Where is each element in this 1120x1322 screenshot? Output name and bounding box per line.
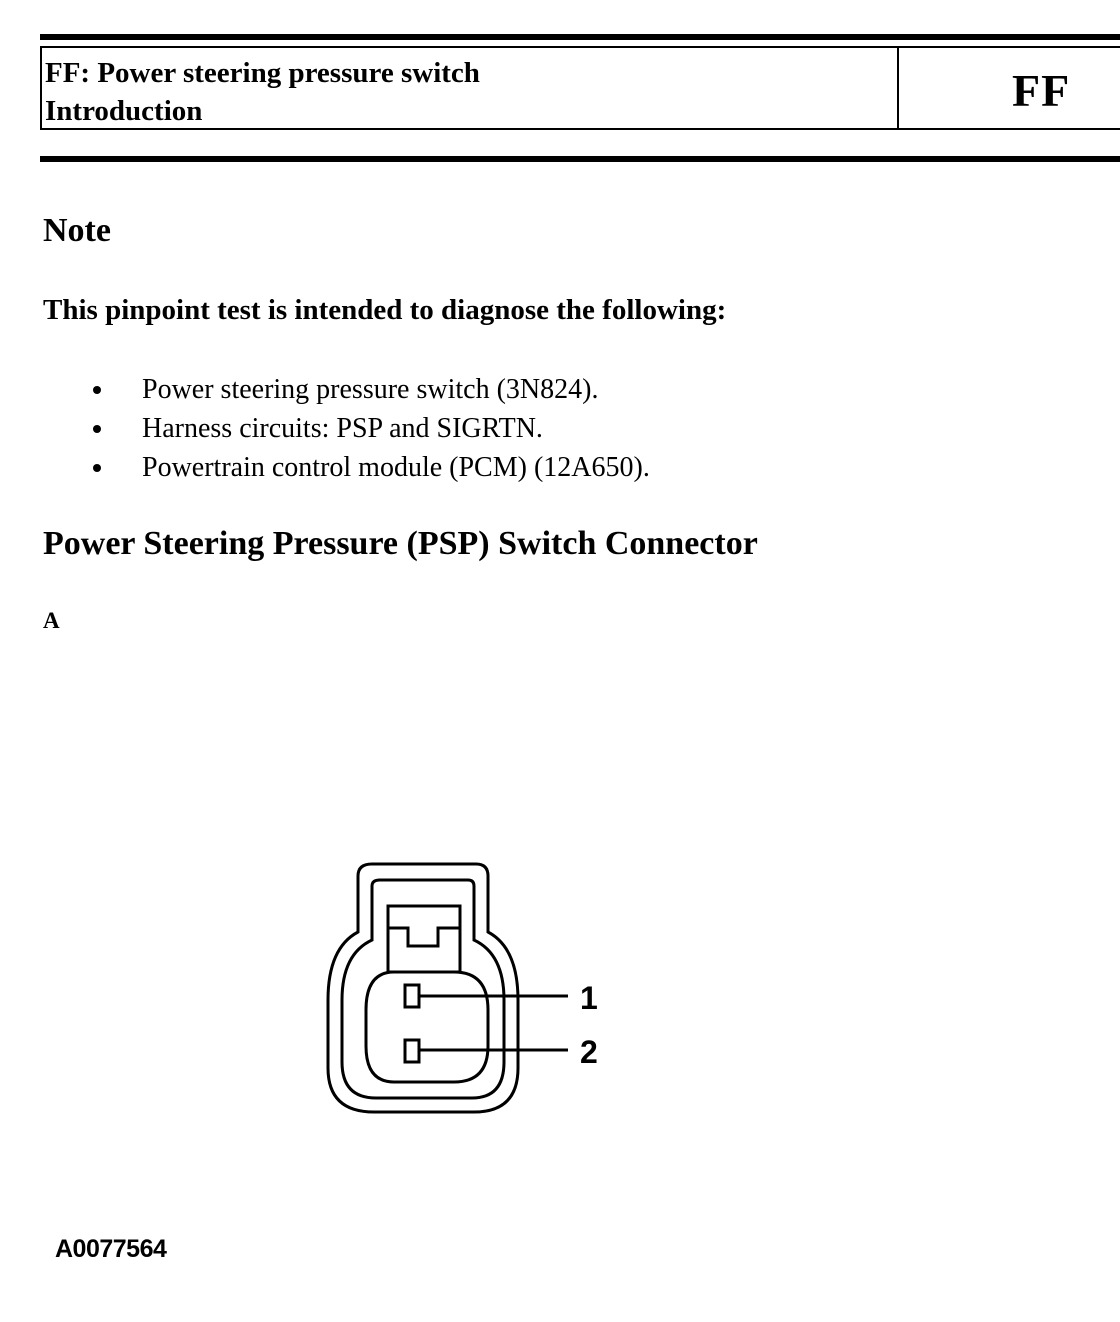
pin-1-terminal [405, 985, 419, 1007]
connector-outer-housing [328, 864, 518, 1112]
bullet-icon [93, 464, 101, 472]
list-item-text: Power steering pressure switch (3N824). [142, 374, 599, 405]
note-intro: This pinpoint test is intended to diagnose the following: [43, 294, 727, 326]
pin-2-terminal [405, 1040, 419, 1062]
list-item [90, 370, 650, 409]
list-item [90, 448, 650, 487]
figure-id: A0077564 [55, 1235, 167, 1263]
connector-latch-tab [388, 928, 460, 946]
connector-section-heading: Power Steering Pressure (PSP) Switch Connector [43, 525, 758, 562]
header-title-cell [42, 48, 899, 128]
header-top-rule [40, 34, 1120, 40]
connector-terminal-cavity [366, 972, 488, 1082]
figure-letter: A [43, 608, 60, 633]
connector-inner-housing [342, 880, 504, 1098]
header-section-code: FF [1012, 65, 1071, 116]
header-title: FF: Power steering pressure switch [45, 57, 480, 89]
list-item [90, 409, 650, 448]
diagnosis-list [90, 370, 650, 487]
list-item-text: Harness circuits: PSP and SIGRTN. [142, 413, 543, 444]
pin-2-label: 2 [580, 1034, 598, 1070]
header-bottom-rule [40, 156, 1120, 162]
pin-1-label: 1 [580, 980, 598, 1016]
connector-latch [388, 906, 460, 972]
header-subtitle: Introduction [45, 95, 203, 127]
document-header [40, 46, 1120, 130]
bullet-icon [93, 386, 101, 394]
note-heading: Note [43, 212, 111, 249]
list-item-text: Powertrain control module (PCM) (12A650). [142, 452, 650, 483]
bullet-icon [93, 425, 101, 433]
